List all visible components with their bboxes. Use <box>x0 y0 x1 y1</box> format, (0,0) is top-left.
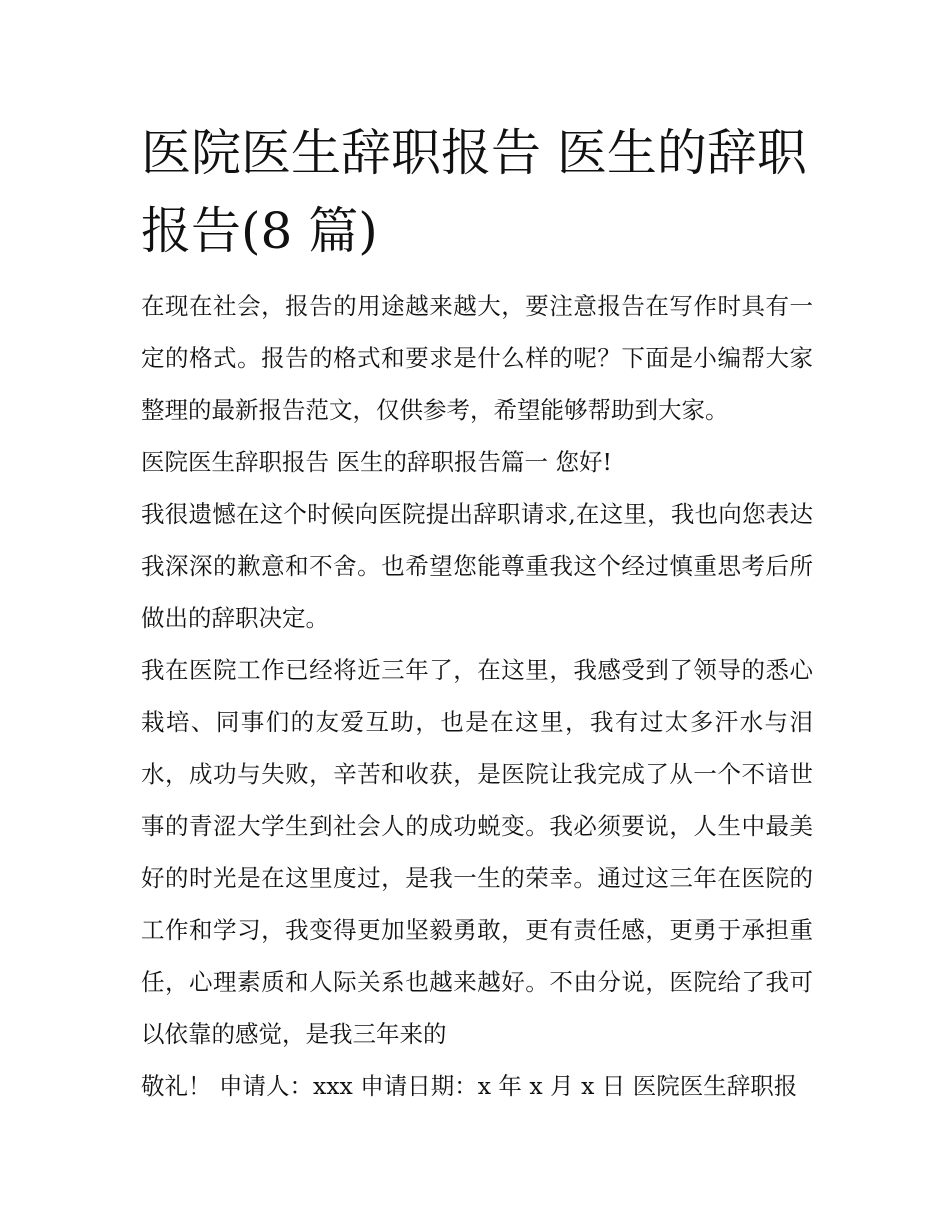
section-heading-paragraph: 医院医生辞职报告 医生的辞职报告篇一 您好! <box>141 448 612 476</box>
document-title: 医院医生辞职报告 医生的辞职报告(8 篇) <box>141 124 807 260</box>
body-paragraph-1: 我很遗憾在这个时候向医院提出辞职请求,在这里，我也向您表达我深深的歉意和不舍。也希望您能尊重我这个经过慎重思考后所做出的辞职决定。 <box>141 500 813 632</box>
closing-paragraph: 敬礼！ 申请人：xxx 申请日期：x 年 x 月 x 日 医院医生辞职报 <box>141 1072 798 1100</box>
document-page <box>141 114 813 1112</box>
intro-paragraph: 在现在社会，报告的用途越来越大，要注意报告在写作时具有一定的格式。报告的格式和要求是什么样的呢？下面是小编帮大家整理的最新报告范文，仅供参考，希望能够帮助到大家。 <box>141 292 813 424</box>
body-paragraph-2: 我在医院工作已经将近三年了，在这里，我感受到了领导的悉心栽培、同事们的友爱互助，也是在这里，我有过太多汗水与泪水，成功与失败，辛苦和收获，是医院让我完成了从一个不谙世事的青涩大学生到社会人的成功蜕变。我必须要说，人生中最美好的时光是在这里度过，是我一生的荣幸。通过这三年在医院的工作和学习，我变得更加坚毅勇敢，更有责任感，更勇于承担重任，心理素质和人际关系也越来越好。不由分说，医院给了我可以依靠的感觉，是我三年来的 <box>141 656 813 1048</box>
